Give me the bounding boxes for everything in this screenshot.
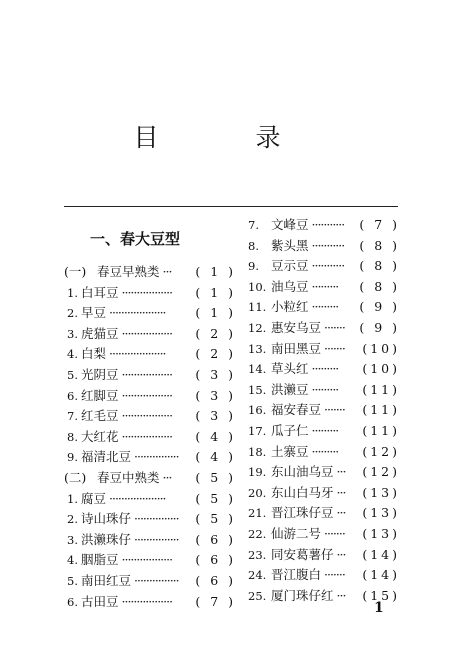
toc-entry-page: (12) bbox=[362, 464, 400, 480]
toc-entry-number: 2. bbox=[67, 306, 78, 321]
toc-entry-number: 5. bbox=[67, 367, 78, 382]
toc-entry-number: 8. bbox=[248, 238, 259, 253]
toc-entry-leader: ········· bbox=[311, 278, 339, 294]
toc-entry bbox=[248, 565, 400, 586]
toc-entry-number: 13. bbox=[248, 341, 267, 356]
toc-entry-leader: ········· bbox=[311, 361, 339, 377]
toc-entry-page: (12) bbox=[362, 443, 400, 459]
toc-entry-leader: ······· bbox=[324, 340, 345, 356]
toc-right-column bbox=[248, 215, 400, 606]
toc-entry-leader: ········· bbox=[311, 299, 339, 315]
toc-entry-number: 3. bbox=[67, 532, 78, 547]
toc-entry-leader: ··············· bbox=[134, 449, 179, 465]
toc-entry-page: ( 6 ) bbox=[195, 552, 236, 568]
toc-entry-leader: ··· bbox=[336, 546, 346, 562]
toc-entry-number: 22. bbox=[248, 526, 267, 541]
toc-entry-page: (13) bbox=[362, 505, 400, 521]
toc-entry-name: 红毛豆 bbox=[81, 408, 119, 424]
toc-entry-page: ( 5 ) bbox=[195, 490, 236, 506]
toc-entry-number: 19. bbox=[248, 465, 267, 480]
section-title: 一、春大豆型 bbox=[90, 230, 181, 248]
toc-entry bbox=[64, 344, 236, 365]
toc-entry-number: 1. bbox=[67, 285, 78, 300]
toc-entry-number: 18. bbox=[248, 444, 267, 459]
toc-entry-name: 春豆中熟类 bbox=[97, 469, 160, 485]
toc-entry bbox=[64, 386, 236, 407]
toc-entry-name: 土寨豆 bbox=[271, 443, 309, 459]
toc-entry-name: 晋江珠仔豆 bbox=[271, 505, 334, 521]
toc-entry-name: 福清北豆 bbox=[81, 449, 132, 465]
toc-entry-name: 惠安乌豆 bbox=[271, 319, 322, 335]
toc-left-column bbox=[64, 262, 236, 612]
toc-entry-page: ( 9 ) bbox=[359, 299, 400, 315]
toc-entry-name: 文峰豆 bbox=[271, 217, 309, 232]
toc-entry-number: 11. bbox=[248, 300, 267, 315]
toc-entry-name: 厦门珠仔红 bbox=[271, 587, 334, 603]
toc-entry-leader: ··············· bbox=[134, 572, 179, 588]
toc-entry-page: (11) bbox=[362, 402, 400, 418]
toc-entry-page: (11) bbox=[362, 381, 400, 397]
toc-entry bbox=[64, 592, 236, 613]
toc-entry-leader: ··· bbox=[336, 505, 346, 521]
toc-entry bbox=[248, 400, 400, 421]
toc-entry-leader: ··········· bbox=[311, 258, 345, 274]
toc-entry-name: 大红花 bbox=[81, 428, 119, 444]
toc-entry-leader: ················· bbox=[121, 552, 173, 568]
toc-entry-number: 14. bbox=[248, 362, 267, 377]
toc-entry-page: ( 1 ) bbox=[195, 284, 236, 300]
toc-entry-page: ( 1 ) bbox=[195, 264, 236, 279]
toc-entry-leader: ··· bbox=[336, 464, 346, 480]
toc-entry-leader: ················· bbox=[121, 366, 173, 382]
toc-entry-name: 油乌豆 bbox=[271, 278, 309, 294]
toc-entry bbox=[248, 277, 400, 298]
toc-entry bbox=[64, 427, 236, 448]
toc-entry-number: 6. bbox=[67, 594, 78, 609]
toc-entry-leader: ················· bbox=[121, 428, 173, 444]
toc-entry-number: 16. bbox=[248, 403, 267, 418]
toc-entry-number: 9. bbox=[67, 450, 78, 465]
toc-entry bbox=[248, 339, 400, 360]
toc-entry bbox=[64, 262, 236, 283]
toc-entry-page: ( 3 ) bbox=[195, 408, 236, 424]
toc-entry bbox=[248, 256, 400, 277]
toc-entry-name: 小粒红 bbox=[271, 299, 309, 315]
toc-entry-number: 1. bbox=[67, 491, 78, 506]
toc-entry-number: (一) bbox=[64, 264, 87, 279]
toc-entry-name: 古田豆 bbox=[81, 593, 119, 609]
toc-entry bbox=[248, 442, 400, 463]
toc-entry-page: ( 7 ) bbox=[359, 217, 400, 232]
toc-entry bbox=[248, 236, 400, 257]
toc-entry-name: 同安葛薯仔 bbox=[271, 546, 334, 562]
toc-entry-page: ( 1 ) bbox=[195, 305, 236, 321]
toc-entry-page: ( 2 ) bbox=[195, 346, 236, 362]
toc-entry bbox=[248, 462, 400, 483]
toc-entry-page: ( 6 ) bbox=[195, 531, 236, 547]
toc-entry-leader: ··················· bbox=[109, 305, 166, 321]
toc-entry-leader: ················· bbox=[121, 284, 173, 300]
toc-entry-page: ( 2 ) bbox=[195, 325, 236, 341]
toc-entry-name: 腐豆 bbox=[81, 490, 107, 506]
toc-entry-number: 8. bbox=[67, 429, 78, 444]
toc-entry-name: 东山油乌豆 bbox=[271, 464, 334, 480]
toc-entry-leader: ················· bbox=[121, 325, 173, 341]
toc-entry-number: 7. bbox=[67, 409, 78, 424]
toc-entry bbox=[248, 297, 400, 318]
page-title: 目 录 bbox=[133, 123, 317, 152]
toc-entry-number: 17. bbox=[248, 423, 267, 438]
toc-entry-leader: ················· bbox=[121, 593, 173, 609]
toc-entry-name: 胭脂豆 bbox=[81, 552, 119, 568]
toc-entry-page: ( 3 ) bbox=[195, 366, 236, 382]
toc-entry-name: 虎猫豆 bbox=[81, 325, 119, 341]
toc-entry-name: 红脚豆 bbox=[81, 387, 119, 403]
toc-entry-leader: ··········· bbox=[311, 237, 345, 253]
toc-entry bbox=[248, 503, 400, 524]
toc-entry-leader: ··· bbox=[336, 484, 346, 500]
toc-entry bbox=[248, 545, 400, 566]
toc-entry bbox=[64, 489, 236, 510]
toc-entry-page: (13) bbox=[362, 525, 400, 541]
toc-entry-name: 洪濑珠仔 bbox=[81, 531, 132, 547]
toc-entry-number: 25. bbox=[248, 588, 267, 603]
toc-entry-leader: ··········· bbox=[311, 217, 345, 232]
toc-entry-leader: ······· bbox=[324, 525, 345, 541]
toc-entry bbox=[64, 283, 236, 304]
toc-entry-name: 早豆 bbox=[81, 305, 107, 321]
toc-entry-number: 12. bbox=[248, 320, 267, 335]
toc-entry-page: (14) bbox=[362, 546, 400, 562]
toc-entry-name: 紫头黑 bbox=[271, 237, 309, 253]
toc-entry-leader: ··················· bbox=[109, 346, 166, 362]
toc-entry-leader: ··············· bbox=[134, 531, 179, 547]
toc-entry bbox=[64, 571, 236, 592]
toc-entry-page: (15) bbox=[362, 587, 400, 603]
toc-entry-number: 6. bbox=[67, 388, 78, 403]
toc-entry bbox=[64, 324, 236, 345]
page-number: 1 bbox=[374, 600, 384, 616]
toc-entry-number: 7. bbox=[248, 218, 259, 232]
toc-entry-name: 福安春豆 bbox=[271, 402, 322, 418]
toc-entry-leader: ··················· bbox=[109, 490, 166, 506]
toc-entry bbox=[248, 483, 400, 504]
toc-entry bbox=[248, 318, 400, 339]
toc-entry-name: 南田黑豆 bbox=[271, 340, 322, 356]
toc-entry-name: 瓜子仁 bbox=[271, 422, 309, 438]
toc-entry-page: ( 8 ) bbox=[359, 278, 400, 294]
toc-entry-number: 5. bbox=[67, 573, 78, 588]
toc-entry-leader: ········· bbox=[311, 443, 339, 459]
toc-entry bbox=[64, 447, 236, 468]
toc-entry-leader: ··· bbox=[336, 587, 346, 603]
toc-entry-page: (11) bbox=[362, 422, 400, 438]
toc-entry-page: (13) bbox=[362, 484, 400, 500]
toc-entry-page: ( 4 ) bbox=[195, 449, 236, 465]
toc-entry-name: 南田红豆 bbox=[81, 572, 132, 588]
toc-entry-name: 仙游二号 bbox=[271, 525, 322, 541]
toc-entry-page: ( 5 ) bbox=[195, 511, 236, 527]
toc-entry-leader: ······· bbox=[324, 567, 345, 583]
toc-entry-name: 白耳豆 bbox=[81, 284, 119, 300]
toc-entry-leader: ··· bbox=[162, 469, 172, 485]
toc-entry-name: 诗山珠仔 bbox=[81, 511, 132, 527]
toc-entry-page: ( 8 ) bbox=[359, 258, 400, 274]
toc-entry-name: 光阴豆 bbox=[81, 366, 119, 382]
toc-entry-page: ( 5 ) bbox=[195, 469, 236, 485]
toc-entry bbox=[248, 421, 400, 442]
toc-entry bbox=[64, 509, 236, 530]
toc-entry-page: (10) bbox=[362, 361, 400, 377]
toc-entry-number: 10. bbox=[248, 279, 267, 294]
toc-entry-leader: ········· bbox=[311, 381, 339, 397]
toc-entry-leader: ················· bbox=[121, 387, 173, 403]
toc-entry bbox=[248, 215, 400, 236]
divider-rule bbox=[64, 206, 398, 207]
toc-entry-name: 晋江腹白 bbox=[271, 567, 322, 583]
toc-entry bbox=[248, 524, 400, 545]
toc-entry-name: 豆示豆 bbox=[271, 258, 309, 274]
toc-entry-leader: ········· bbox=[311, 422, 339, 438]
toc-entry bbox=[64, 530, 236, 551]
toc-entry-page: (10) bbox=[362, 340, 400, 356]
toc-entry-number: 23. bbox=[248, 547, 267, 562]
toc-entry-leader: ······· bbox=[324, 319, 345, 335]
toc-entry-page: ( 8 ) bbox=[359, 237, 400, 253]
toc-entry-name: 洪濑豆 bbox=[271, 381, 309, 397]
toc-entry-number: 4. bbox=[67, 553, 78, 568]
toc-entry-leader: ··············· bbox=[134, 511, 179, 527]
toc-entry-page: ( 9 ) bbox=[359, 319, 400, 335]
toc-entry-page: (14) bbox=[362, 567, 400, 583]
toc-entry-name: 春豆早熟类 bbox=[97, 264, 160, 279]
toc-entry bbox=[64, 406, 236, 427]
toc-entry bbox=[64, 550, 236, 571]
toc-entry-number: 24. bbox=[248, 568, 267, 583]
toc-entry-name: 草头红 bbox=[271, 361, 309, 377]
toc-entry-leader: ······· bbox=[324, 402, 345, 418]
toc-entry-number: 2. bbox=[67, 512, 78, 527]
toc-entry bbox=[248, 359, 400, 380]
toc-entry-number: (二) bbox=[64, 469, 87, 485]
toc-entry-name: 东山白马牙 bbox=[271, 484, 334, 500]
toc-entry bbox=[248, 380, 400, 401]
toc-entry-number: 4. bbox=[67, 347, 78, 362]
toc-entry-number: 21. bbox=[248, 506, 267, 521]
toc-entry bbox=[64, 468, 236, 489]
toc-entry-page: ( 6 ) bbox=[195, 572, 236, 588]
toc-entry-number: 9. bbox=[248, 259, 259, 274]
toc-entry bbox=[64, 365, 236, 386]
toc-entry bbox=[64, 303, 236, 324]
toc-entry-number: 20. bbox=[248, 485, 267, 500]
toc-entry-name: 白梨 bbox=[81, 346, 107, 362]
toc-entry-number: 3. bbox=[67, 326, 78, 341]
toc-entry-page: ( 3 ) bbox=[195, 387, 236, 403]
toc-entry-number: 15. bbox=[248, 382, 267, 397]
toc-entry-leader: ··· bbox=[162, 264, 172, 279]
toc-entry-page: ( 4 ) bbox=[195, 428, 236, 444]
toc-entry-leader: ················· bbox=[121, 408, 173, 424]
toc-entry-page: ( 7 ) bbox=[195, 593, 236, 609]
